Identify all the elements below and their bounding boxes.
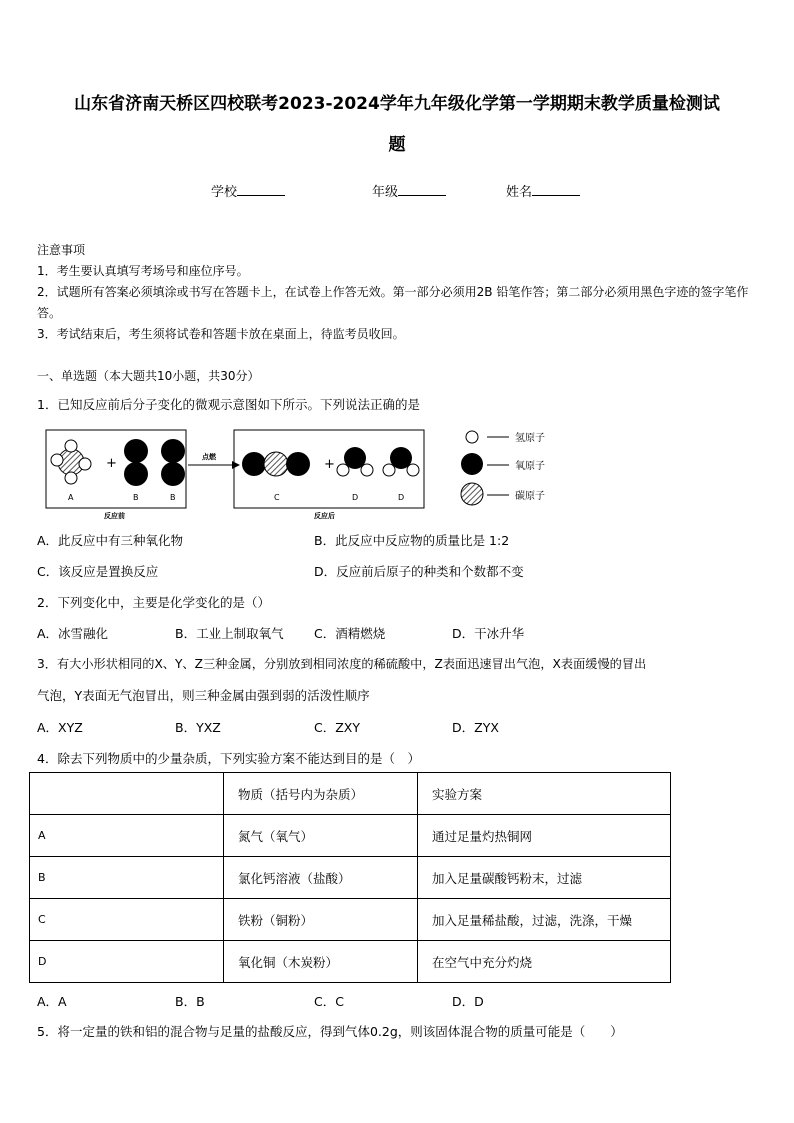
q4-option-a: A．A — [37, 994, 67, 1009]
grade-blank — [398, 183, 446, 196]
q5-stem: 5．将一定量的铁和铝的混合物与足量的盐酸反应，得到气体0.2g，则该固体混合物的质量可能是（ ） — [37, 1024, 623, 1039]
q2-stem: 2．下列变化中，主要是化学变化的是（） — [37, 595, 270, 610]
school-blank — [237, 183, 285, 196]
name-blank — [532, 183, 580, 196]
q1-stem: 1．已知反应前后分子变化的微观示意图如下所示。下列说法正确的是 — [37, 397, 420, 412]
q1-option-c: C．该反应是置换反应 — [37, 564, 159, 579]
name-field — [506, 181, 580, 200]
label-a: A — [68, 493, 74, 502]
q3-option-b: B．YXZ — [175, 720, 221, 735]
school-label: 学校 — [211, 185, 238, 200]
table-cell: 氮气（氧气） — [224, 815, 418, 857]
table-cell: 铁粉（铜粉） — [224, 899, 418, 941]
q3-stem-line1: 3．有大小形状相同的X、Y、Z三种金属，分别放到相同浓度的稀硫酸中，Z表面迅速冒出气泡，X表面缓慢的冒出 — [37, 657, 647, 671]
q3-option-c: C．ZXY — [314, 720, 360, 735]
label-d2: D — [398, 493, 405, 502]
molecule-b2 — [161, 439, 185, 486]
table-cell: 加入足量碳酸钙粉末，过滤 — [418, 857, 671, 899]
label-b1: B — [133, 493, 139, 502]
page-title-line2: 题 — [388, 135, 406, 155]
notes-item-1: 1．考生要认真填写考场号和座位序号。 — [37, 264, 249, 278]
q2-option-b: B．工业上制取氧气 — [175, 626, 284, 641]
q1-option-d: D．反应前后原子的种类和个数都不变 — [314, 564, 524, 579]
notes-item-2: 2．试题所有答案必须填涂或书写在答题卡上，在试卷上作答无效。第一部分必须用2B 铅笔作答；第二部分必须用黑色字迹的签字笔作答。 — [37, 285, 749, 320]
after-caption: 反应后 — [314, 512, 335, 520]
q4-option-d: D．D — [452, 994, 484, 1009]
q1-option-b: B．此反应中反应物的质量比是 1:2 — [314, 533, 510, 548]
table-cell: B — [30, 857, 224, 899]
table-header-cell — [30, 773, 224, 815]
q2-option-d: D．干冰升华 — [452, 626, 525, 641]
q1-option-a: A．此反应中有三种氧化物 — [37, 533, 184, 548]
plus-after: + — [324, 457, 335, 472]
molecule-a — [51, 440, 91, 484]
q3-option-a: A．XYZ — [37, 720, 83, 735]
table-row — [30, 815, 671, 857]
table-cell: 通过足量灼热铜网 — [418, 815, 671, 857]
table-header-cell: 实验方案 — [418, 773, 671, 815]
molecule-d2 — [383, 447, 419, 476]
table-cell: C — [30, 899, 224, 941]
school-field — [211, 181, 285, 200]
label-b2: B — [170, 493, 176, 502]
page-title-line1: 山东省济南天桥区四校联考2023-2024学年九年级化学第一学期期末教学质量检测试 — [74, 94, 720, 114]
table-row — [30, 899, 671, 941]
notes-heading: 注意事项 — [37, 243, 86, 257]
legend-h: 氢原子 — [515, 433, 545, 444]
table-cell: 氯化钙溶液（盐酸） — [224, 857, 418, 899]
table-row — [30, 857, 671, 899]
molecule-b1 — [124, 439, 148, 486]
q4-option-c: C．C — [314, 994, 344, 1009]
section-heading: 一、单选题（本大题共10小题，共30分） — [37, 369, 260, 383]
q3-stem-line2: 气泡，Y表面无气泡冒出，则三种金属由强到弱的活泼性顺序 — [37, 688, 370, 703]
table-cell: A — [30, 815, 224, 857]
q3-option-d: D．ZYX — [452, 720, 499, 735]
q2-option-a: A．冰雪融化 — [37, 626, 109, 641]
table-header-row — [30, 773, 671, 815]
table-header-cell: 物质（括号内为杂质） — [224, 773, 418, 815]
q4-table — [29, 772, 671, 983]
notes — [37, 240, 759, 345]
molecule-d1 — [337, 447, 373, 476]
table-row — [30, 941, 671, 983]
plus-before: + — [106, 456, 117, 471]
q2-option-c: C．酒精燃烧 — [314, 626, 386, 641]
notes-item-3: 3．考试结束后，考生须将试卷和答题卡放在桌面上，待监考员收回。 — [37, 327, 405, 341]
table-cell: 加入足量稀盐酸，过滤，洗涤，干燥 — [418, 899, 671, 941]
table-cell: 氧化铜（木炭粉） — [224, 941, 418, 983]
table-cell: 在空气中充分灼烧 — [418, 941, 671, 983]
grade-field — [372, 181, 446, 200]
grade-label: 年级 — [372, 185, 399, 200]
q4-stem: 4．除去下列物质中的少量杂质，下列实验方案不能达到目的是（ ） — [37, 751, 420, 766]
label-c: C — [274, 493, 280, 502]
table-cell: D — [30, 941, 224, 983]
legend — [461, 431, 545, 505]
legend-o: 氧原子 — [515, 461, 545, 472]
label-d1: D — [352, 493, 359, 502]
before-caption: 反应前 — [104, 512, 125, 520]
arrow-label: 点燃 — [202, 453, 216, 461]
molecule-c — [242, 452, 310, 476]
legend-c: 碳原子 — [515, 491, 545, 502]
reaction-diagram — [44, 428, 564, 522]
name-label: 姓名 — [506, 185, 533, 200]
q4-option-b: B．B — [175, 994, 205, 1009]
